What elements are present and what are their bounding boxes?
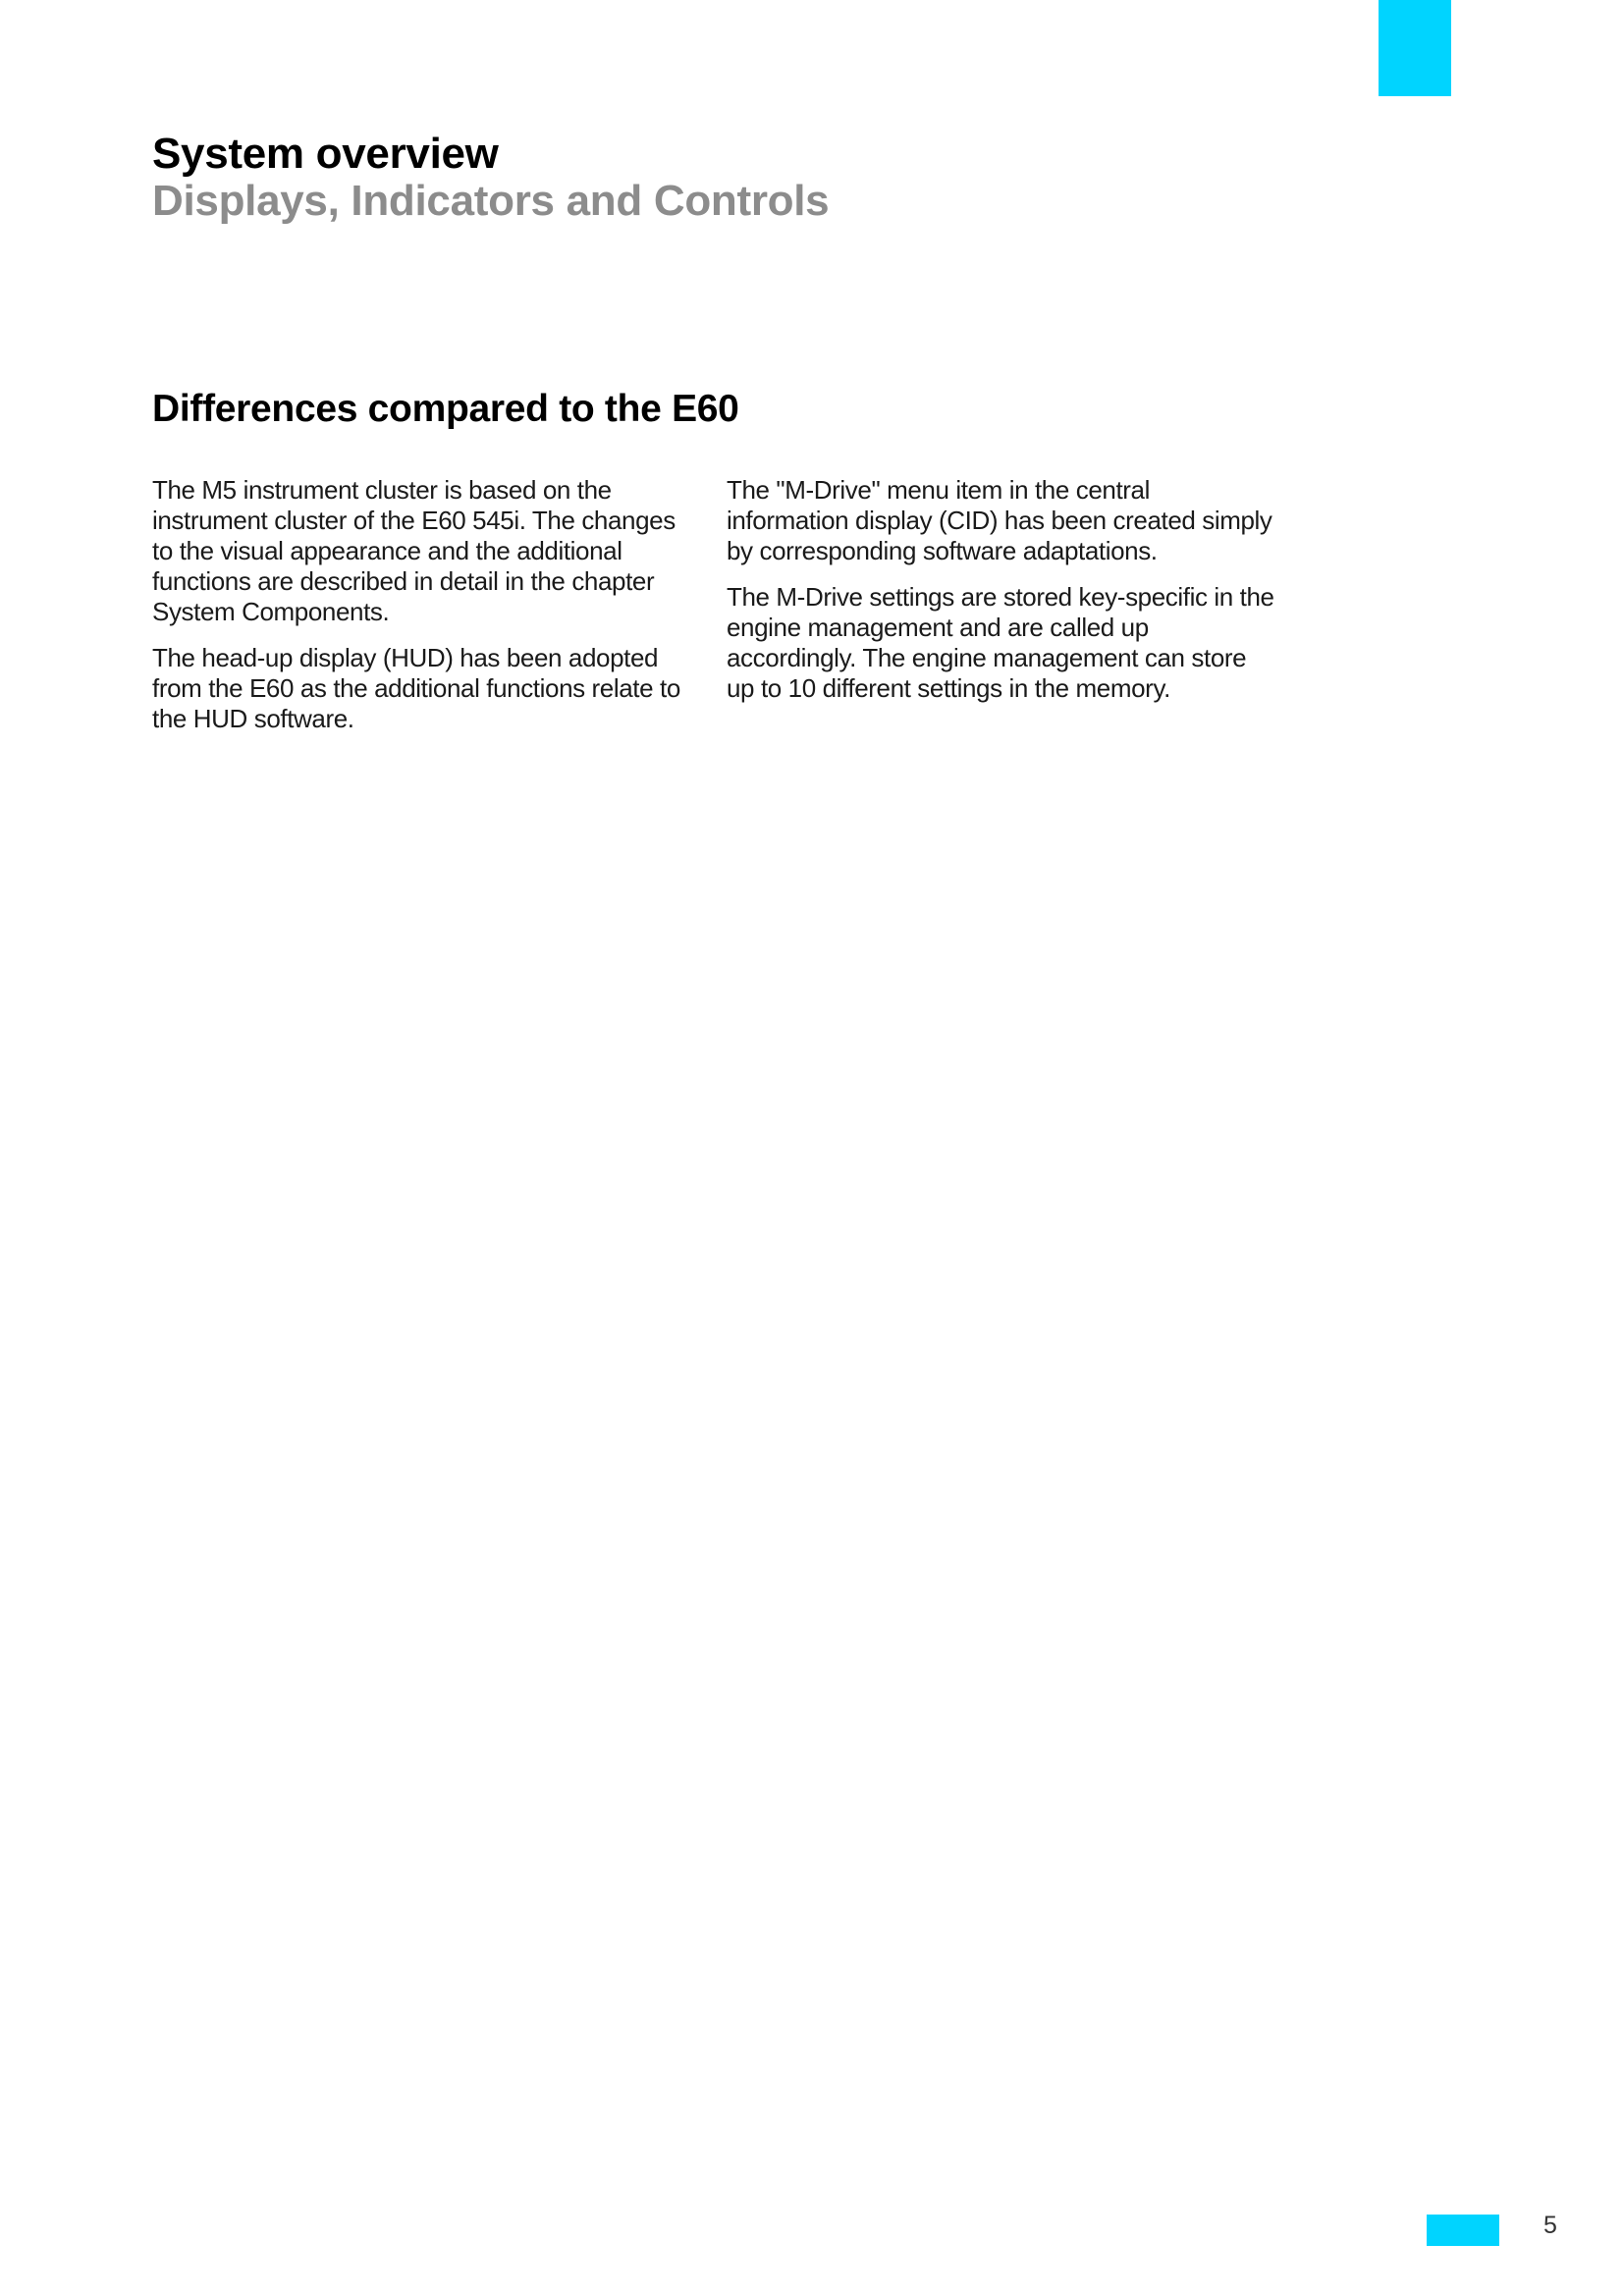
footer-accent-bar xyxy=(1427,2215,1499,2246)
page-subtitle: Displays, Indicators and Controls xyxy=(152,177,830,225)
page-number: 5 xyxy=(1543,2212,1557,2239)
paragraph: The M5 instrument cluster is based on the instrument cluster of the E60 545i. The changes to the visual appearance and the additional functions are described in detail in the chapter System Components. xyxy=(152,475,676,626)
right-text-column xyxy=(727,475,1276,720)
paragraph: The head-up display (HUD) has been adopted from the E60 as the additional functions relate to the HUD software. xyxy=(152,643,680,733)
page-title: System overview xyxy=(152,130,499,178)
paragraph: The M-Drive settings are stored key-specific in the engine management and are called up accordingly. The engine management can store up to 10 different settings in the memory. xyxy=(727,582,1274,703)
left-text-column xyxy=(152,475,702,750)
page-header xyxy=(152,131,1330,225)
chapter-tab-marker xyxy=(1379,0,1451,96)
paragraph: The "M-Drive" menu item in the central information display (CID) has been created simply by corresponding software adaptations. xyxy=(727,475,1272,565)
section-heading: Differences compared to the E60 xyxy=(152,388,739,430)
